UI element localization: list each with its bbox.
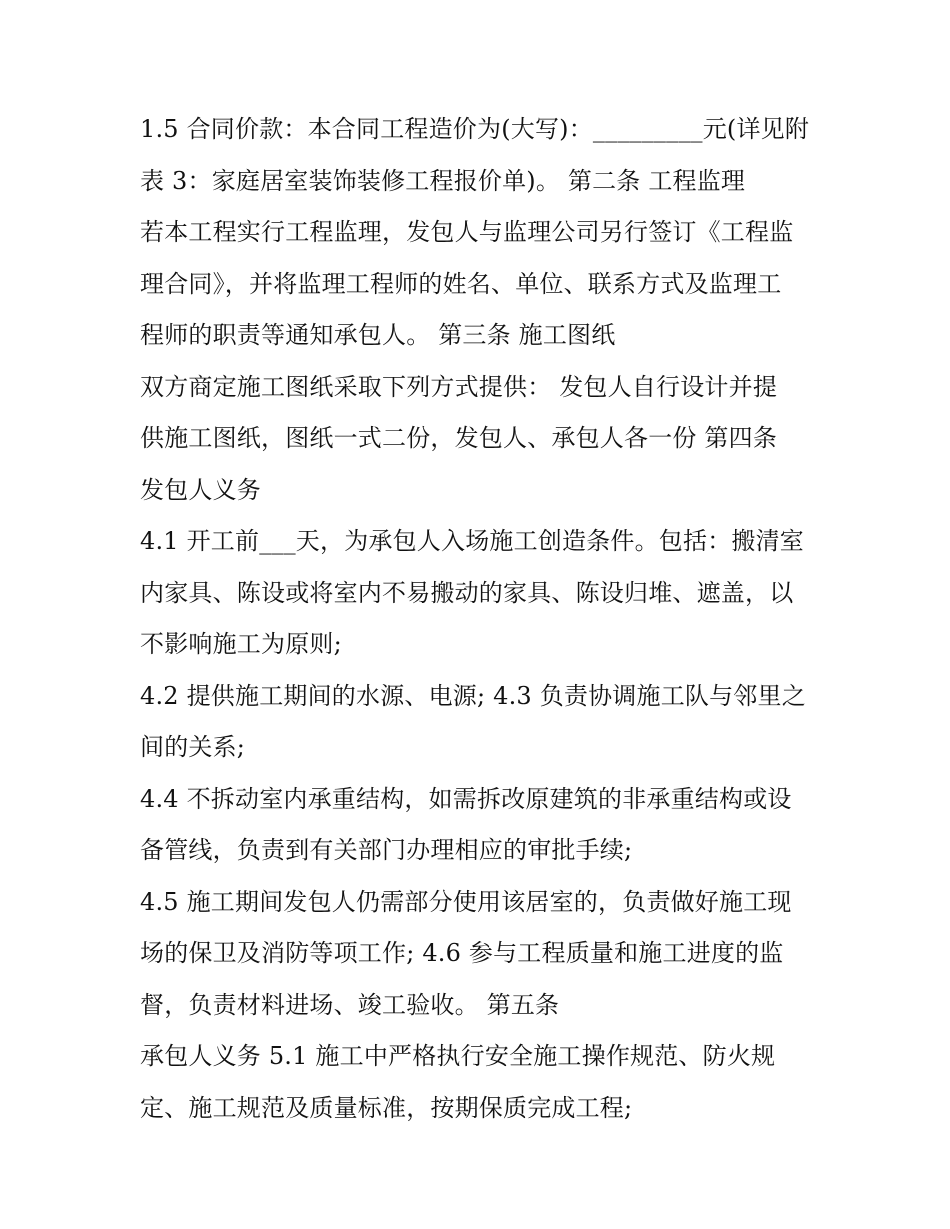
- contract-body-text: [140, 104, 830, 1134]
- text-line: 4.5 施工期间发包人仍需部分使用该居室的，负责做好施工现: [140, 887, 792, 916]
- text-line: 承包人义务 5.1 施工中严格执行安全施工操作规范、防火规: [140, 1042, 776, 1070]
- text-line: 备管线，负责到有关部门办理相应的审批手续;: [140, 836, 633, 864]
- text-line: 理合同》，并将监理工程师的姓名、单位、联系方式及监理工: [140, 269, 782, 298]
- text-line: 不影响施工为原则;: [140, 630, 342, 658]
- text-line: 若本工程实行工程监理，发包人与监理公司另行签订《工程监: [140, 218, 794, 246]
- text-line: 4.1 开工前___天，为承包人入场施工创造条件。包括：搬清室: [140, 527, 804, 555]
- text-line: 内家具、陈设或将室内不易搬动的家具、陈设归堆、遮盖，以: [140, 578, 794, 607]
- text-line: 发包人义务: [140, 475, 261, 504]
- text-line: 双方商定施工图纸采取下列方式提供： 发包人自行设计并提: [140, 372, 778, 401]
- text-line: 间的关系;: [140, 733, 246, 761]
- text-line: 场的保卫及消防等项工作; 4.6 参与工程质量和施工进度的监: [140, 939, 784, 967]
- text-line: 定、施工规范及质量标准，按期保质完成工程;: [140, 1093, 633, 1122]
- text-line: 4.2 提供施工期间的水源、电源; 4.3 负责协调施工队与邻里之: [140, 681, 806, 710]
- text-line: 督，负责材料进场、竣工验收。 第五条: [140, 990, 560, 1019]
- text-line: 程师的职责等通知承包人。 第三条 施工图纸: [140, 321, 616, 349]
- text-line: 1.5 合同价款：本合同工程造价为(大写)：_________元(详见附: [140, 115, 810, 143]
- text-line: 表 3：家庭居室装饰装修工程报价单)。 第二条 工程监理: [140, 166, 746, 195]
- text-line: 4.4 不拆动室内承重结构，如需拆改原建筑的非承重结构或设: [140, 784, 792, 813]
- text-line: 供施工图纸，图纸一式二份，发包人、承包人各一份 第四条: [140, 424, 778, 452]
